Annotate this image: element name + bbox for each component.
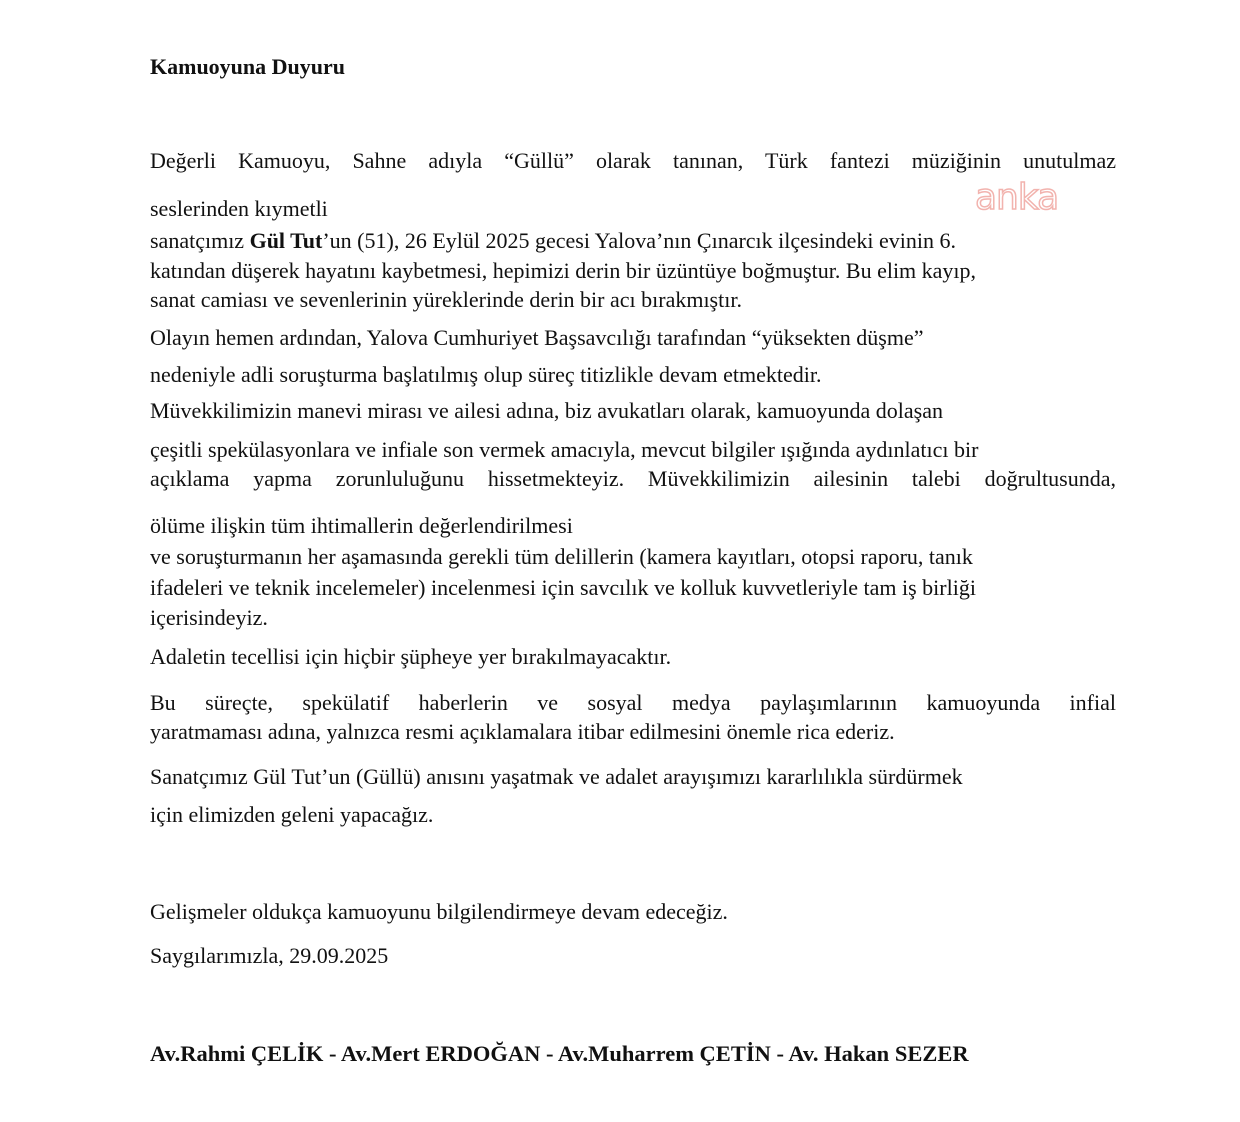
anka-watermark-logo: anka: [975, 177, 1059, 218]
paragraph-line-10: açıklama yapma zorunluluğunu hissetmekteyiz. Müvekkilimizin ailesinin talebi doğrultusunda,: [150, 466, 1116, 491]
document-title: Kamuoyuna Duyuru: [150, 54, 346, 79]
paragraph-line-14: içerisindeyiz.: [150, 605, 268, 630]
paragraph-line-19: için elimizden geleni yapacağız.: [150, 802, 434, 827]
paragraph-line-3: [150, 227, 956, 255]
paragraph-line-17: yaratmaması adına, yalnızca resmi açıklamalara itibar edilmesini önemle rica ederiz.: [150, 719, 895, 744]
paragraph-line-8: Müvekkilimizin manevi mirası ve ailesi adına, biz avukatları olarak, kamuoyunda dolaşan: [150, 398, 943, 423]
paragraph-line-15: Adaletin tecellisi için hiçbir şüpheye yer bırakılmayacaktır.: [150, 644, 672, 669]
paragraph-line-13: ifadeleri ve teknik incelemeler) incelenmesi için savcılık ve kolluk kuvvetleriyle tam iş birliği: [150, 575, 976, 600]
closing-line: Gelişmeler oldukça kamuoyunu bilgilendirmeye devam edeceğiz.: [150, 899, 728, 924]
paragraph-line-3-post: ’un (51), 26 Eylül 2025 gecesi Yalova’nın Çınarcık ilçesindeki evinin 6.: [322, 228, 956, 253]
paragraph-line-16: Bu süreçte, spekülatif haberlerin ve sosyal medya paylaşımlarının kamuoyunda infial: [150, 690, 1116, 715]
paragraph-line-1: Değerli Kamuoyu, Sahne adıyla “Güllü” olarak tanınan, Türk fantezi müziğinin unutulmaz: [150, 148, 1116, 173]
paragraph-line-9: çeşitli spekülasyonlara ve infiale son vermek amacıyla, mevcut bilgiler ışığında aydınlatıcı bir: [150, 437, 979, 462]
paragraph-line-5: sanat camiası ve sevenlerinin yüreklerinde derin bir acı bırakmıştır.: [150, 287, 742, 312]
paragraph-line-12: ve soruşturmanın her aşamasında gerekli tüm delillerin (kamera kayıtları, otopsi raporu, tanık: [150, 544, 973, 569]
paragraph-line-18: Sanatçımız Gül Tut’un (Güllü) anısını yaşatmak ve adalet arayışımızı kararlılıkla sürdürmek: [150, 764, 963, 789]
artist-name: Gül Tut: [249, 228, 323, 253]
closing-date-line: Saygılarımızla, 29.09.2025: [150, 943, 389, 968]
paragraph-line-4: katından düşerek hayatını kaybetmesi, hepimizi derin bir üzüntüye boğmuştur. Bu elim kayıp,: [150, 258, 977, 283]
paragraph-line-3-pre: sanatçımız: [150, 228, 250, 253]
paragraph-line-11: ölüme ilişkin tüm ihtimallerin değerlendirilmesi: [150, 513, 573, 538]
paragraph-line-6: Olayın hemen ardından, Yalova Cumhuriyet Başsavcılığı tarafından “yüksekten düşme”: [150, 325, 924, 350]
paragraph-line-2: seslerinden kıymetli: [150, 196, 328, 221]
signatories-line: Av.Rahmi ÇELİK - Av.Mert ERDOĞAN - Av.Muharrem ÇETİN - Av. Hakan SEZER: [150, 1041, 969, 1066]
paragraph-line-7: nedeniyle adli soruşturma başlatılmış olup süreç titizlikle devam etmektedir.: [150, 362, 822, 387]
